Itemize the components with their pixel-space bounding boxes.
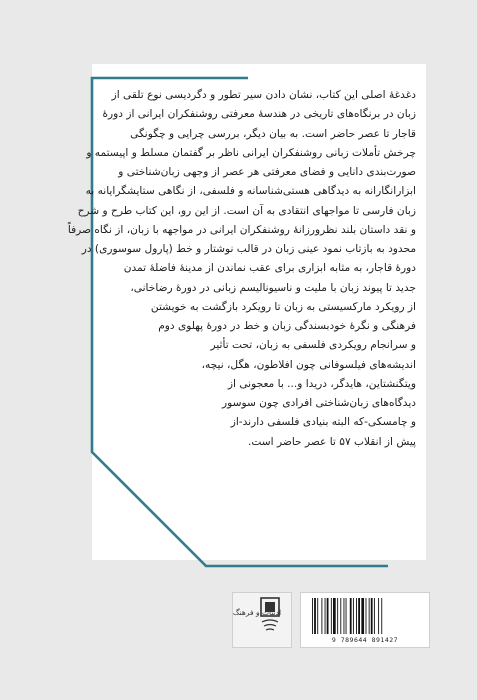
blurb-line: و نقد داستان بلند نظرورزانهٔ روشنفکران ایرانی در مواجهه با زبان، از نگاه صرفاً [67,223,416,236]
blurb-line: جدید تا پیوند زبان با ملیت و ناسیونالیسم زبانی در دورهٔ رضاخانی، [130,281,416,294]
barcode-bar [333,598,336,634]
barcode-bar [371,598,373,634]
barcode-bar [327,598,329,634]
barcode-bar [314,598,316,634]
blurb-line: ویتگنشتاین، هایدگر، دریدا و... با معجونی از [227,377,416,390]
publisher-logo-icon [256,596,284,640]
barcode-bar [358,598,360,634]
series-label: ادبیات و فرهنگ [232,608,282,617]
barcode-bar [374,598,375,634]
barcode-bar [312,598,313,634]
barcode-number: 9 789644 891427 [331,636,399,644]
blurb-line: محدود به بازتاب نمود عینی زبان در قالب نوشتار و خط (پارول سوسوری) در [81,243,416,255]
barcode [310,598,420,634]
blurb-line: زبان فارسی تا مواجهای انتقادی به آن است. از این رو، این کتاب طرح و شرح [77,204,416,217]
barcode-bar [337,598,338,634]
blurb-line: ابزارانگارانه به دیدگاهی هستی‌شناسانه و فلسفی، از نگاهی ستایشگرایانه به [85,185,416,198]
barcode-bar [381,598,382,634]
blurb-line: دورهٔ قاجار، به مثابه ابزاری برای عقب نماندن از مدینهٔ فاضلهٔ تمدن [123,262,416,275]
blurb-line: صورت‌بندی دانایی و فضای معرفتی هر عصر از وجهی زبان‌شناختی و [118,166,416,178]
blurb-line: و چامسکی-که البته بنیادی فلسفی دارند-از [230,416,416,429]
barcode-bar [340,598,341,634]
barcode-bar [350,598,352,634]
barcode-bar [331,598,332,634]
blurb-line: قاجار تا عصر حاضر است. به بیان دیگر، بررسی چرایی و چگونگی [130,127,416,140]
barcode-bar [369,598,370,634]
blurb-line: و سرانجام رویکردی فلسفی به زبان، تحت تأثیر [210,339,416,352]
barcode-bar [361,598,364,634]
blurb-text [67,86,416,506]
blurb-line: زبان در برنگاه‌های تاریخی در هندسهٔ معرفتی روشنفکران ایرانی از دورهٔ [102,108,416,121]
blurb-line: فرهنگی و نگرهٔ خودبسندگی زبان و خط در دورهٔ پهلوی دوم [158,320,416,332]
barcode-bar [353,598,354,634]
barcode-bar [325,598,326,634]
barcode-bar [344,598,345,634]
blurb-line: دیدگاه‌های زبان‌شناختی افرادی چون سوسور [222,397,416,409]
blurb-line: پیش از انقلاب ۵۷ تا عصر حاضر است. [248,435,416,448]
barcode-bar [378,598,379,634]
blurb-line: دغدغهٔ اصلی این کتاب، نشان دادن سیر تطور و دگردیسی نوع تلقی از [111,89,416,101]
blurb-line: اندیشه‌های فیلسوفانی چون افلاطون، هگل، نیچه، [201,358,416,371]
barcode-bar [346,598,347,634]
barcode-bar [356,598,357,634]
barcode-bar [317,598,318,634]
blurb-line: از رویکرد مارکسیستی به زبان تا رویکرد بازگشت به خویشتن [150,300,416,313]
barcode-bar [366,598,367,634]
barcode-bar [321,598,322,634]
blurb-line: چرخش تأملات زبانی روشنفکران ایرانی ناظر بر گفتمان مسلط و اپیستمه و [86,146,416,159]
